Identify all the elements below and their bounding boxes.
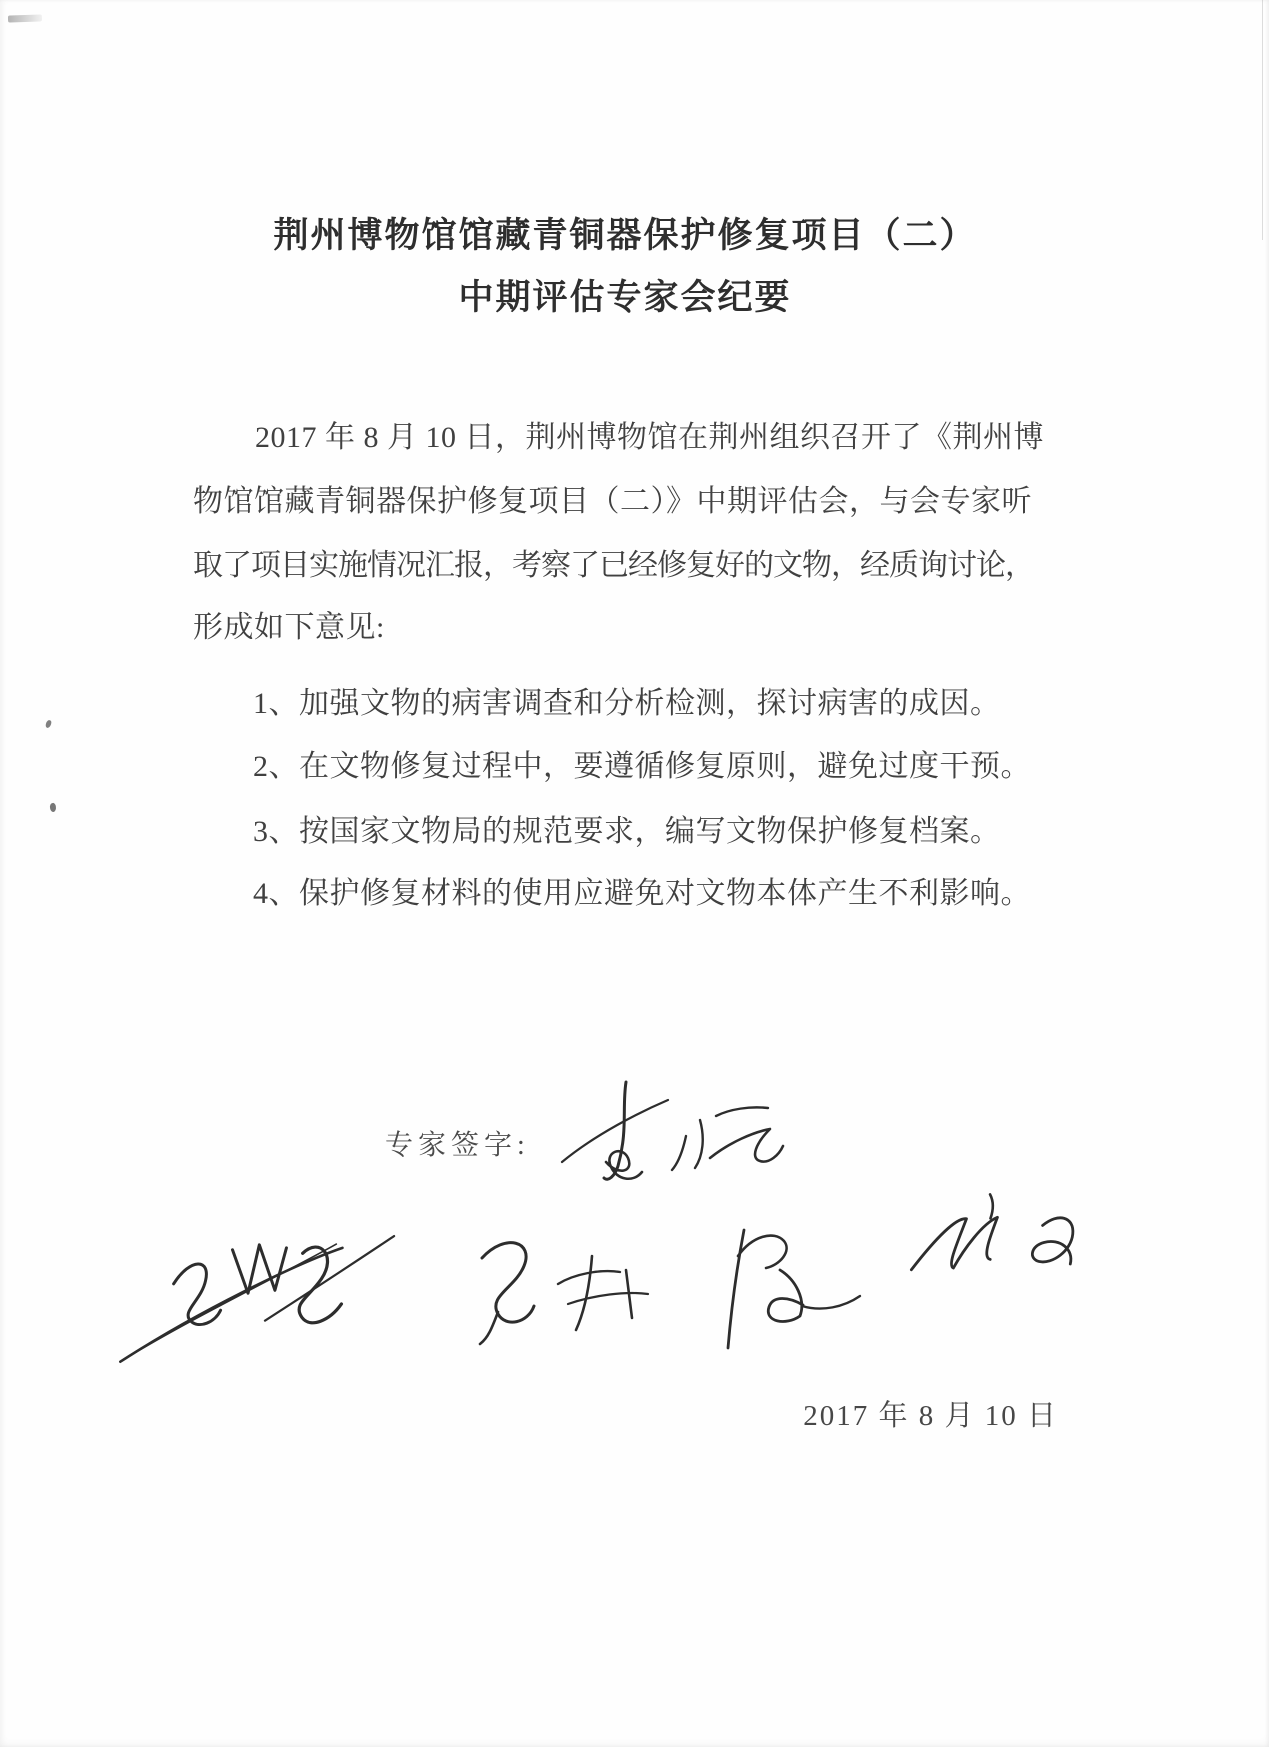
opinion-item-2: 2、在文物修复过程中，要遵循修复原则，避免过度干预。 (253, 750, 1031, 783)
paragraph-line-3: 取了项目实施情况汇报，考察了已经修复好的文物，经质询讨论， (193, 549, 1034, 582)
expert-signature-2-handwriting (106, 1214, 461, 1371)
scan-artifact-edge-line (1262, 0, 1263, 240)
opinion-item-4: 4、保护修复材料的使用应避免对文物本体产生不利影响。 (253, 877, 1031, 910)
expert-signature-3-handwriting (440, 1226, 680, 1351)
scan-artifact-speck (49, 803, 56, 813)
expert-signature-4-handwriting (706, 1208, 896, 1363)
paragraph-line-1: 2017 年 8 月 10 日，荆州博物馆在荆州组织召开了《荆州博 (255, 421, 1044, 454)
expert-signature-5-handwriting (892, 1186, 1134, 1310)
paragraph-line-2: 物馆馆藏青铜器保护修复项目（二）》中期评估会，与会专家听 (193, 485, 1032, 518)
document-date: 2017 年 8 月 10 日 (803, 1400, 1058, 1432)
document-title-line1: 荆州博物馆馆藏青铜器保护修复项目（二） (273, 216, 977, 255)
expert-signature-1-handwriting (548, 1078, 788, 1203)
scan-artifact-smudge (8, 14, 42, 22)
expert-signature-label: 专家签字: (385, 1130, 530, 1161)
scan-artifact-speck (45, 719, 52, 728)
paragraph-line-4: 形成如下意见: (193, 611, 385, 644)
opinion-item-3: 3、按国家文物局的规范要求，编写文物保护修复档案。 (253, 815, 1001, 848)
opinion-item-1: 1、加强文物的病害调查和分析检测，探讨病害的成因。 (253, 687, 1001, 720)
document-title-line2: 中期评估专家会纪要 (458, 278, 792, 317)
